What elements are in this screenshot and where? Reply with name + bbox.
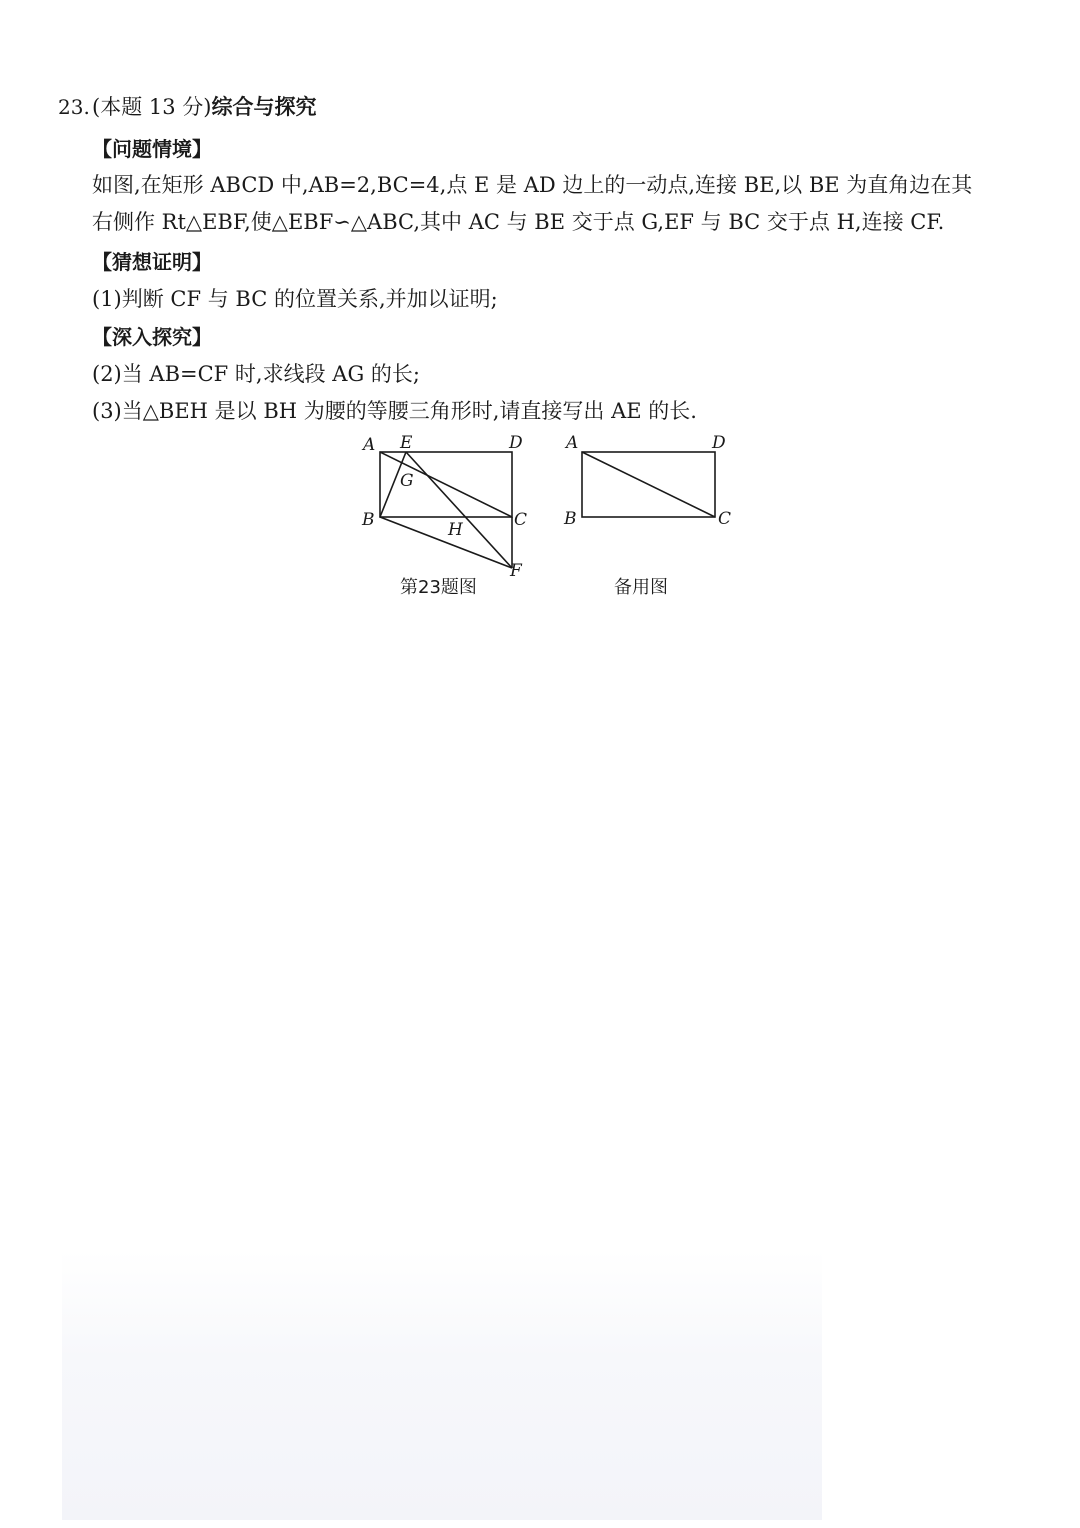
label-b-backup: B [564, 509, 577, 529]
label-d-backup: D [712, 433, 726, 453]
label-a: A [363, 435, 376, 455]
question-title [92, 92, 316, 122]
part-2: (2)当 AB=CF 时,求线段 AG 的长; [92, 362, 420, 386]
situation-line-1: 如图,在矩形 ABCD 中,AB=2,BC=4,点 E 是 AD 边上的一动点,连接 BE,以 BE 为直角边在其 [92, 173, 973, 197]
label-f: F [510, 561, 522, 578]
conjecture-heading: 【猜想证明】 [92, 250, 212, 274]
label-e: E [400, 433, 413, 453]
question-topic: 综合与探究 [211, 95, 317, 119]
label-g: G [400, 471, 414, 491]
figure-23-caption: 第23题图 [400, 577, 477, 598]
label-h: H [448, 520, 463, 540]
question-number: 23. [58, 95, 90, 119]
part-1: (1)判断 CF 与 BC 的位置关系,并加以证明; [92, 287, 498, 311]
backup-figure-caption: 备用图 [614, 577, 668, 598]
segment-bf [380, 517, 512, 568]
situation-heading: 【问题情境】 [92, 137, 212, 161]
situation-line-2: 右侧作 Rt△EBF,使△EBF∽△ABC,其中 AC 与 BE 交于点 G,EF 与 BC 交于点 H,连接 CF. [92, 210, 945, 234]
explore-heading: 【深入探究】 [92, 325, 212, 349]
label-b: B [362, 510, 375, 530]
question-points: (本题 13 分) [92, 95, 212, 119]
part-3: (3)当△BEH 是以 BH 为腰的等腰三角形时,请直接写出 AE 的长. [92, 399, 697, 423]
label-d: D [509, 433, 523, 453]
label-c-backup: C [718, 509, 732, 529]
background-shading [62, 1250, 822, 1520]
backup-figure [558, 428, 738, 538]
label-c: C [514, 510, 528, 530]
segment-ac-backup [582, 452, 715, 517]
label-a-backup: A [566, 433, 579, 453]
figure-23 [355, 428, 535, 578]
